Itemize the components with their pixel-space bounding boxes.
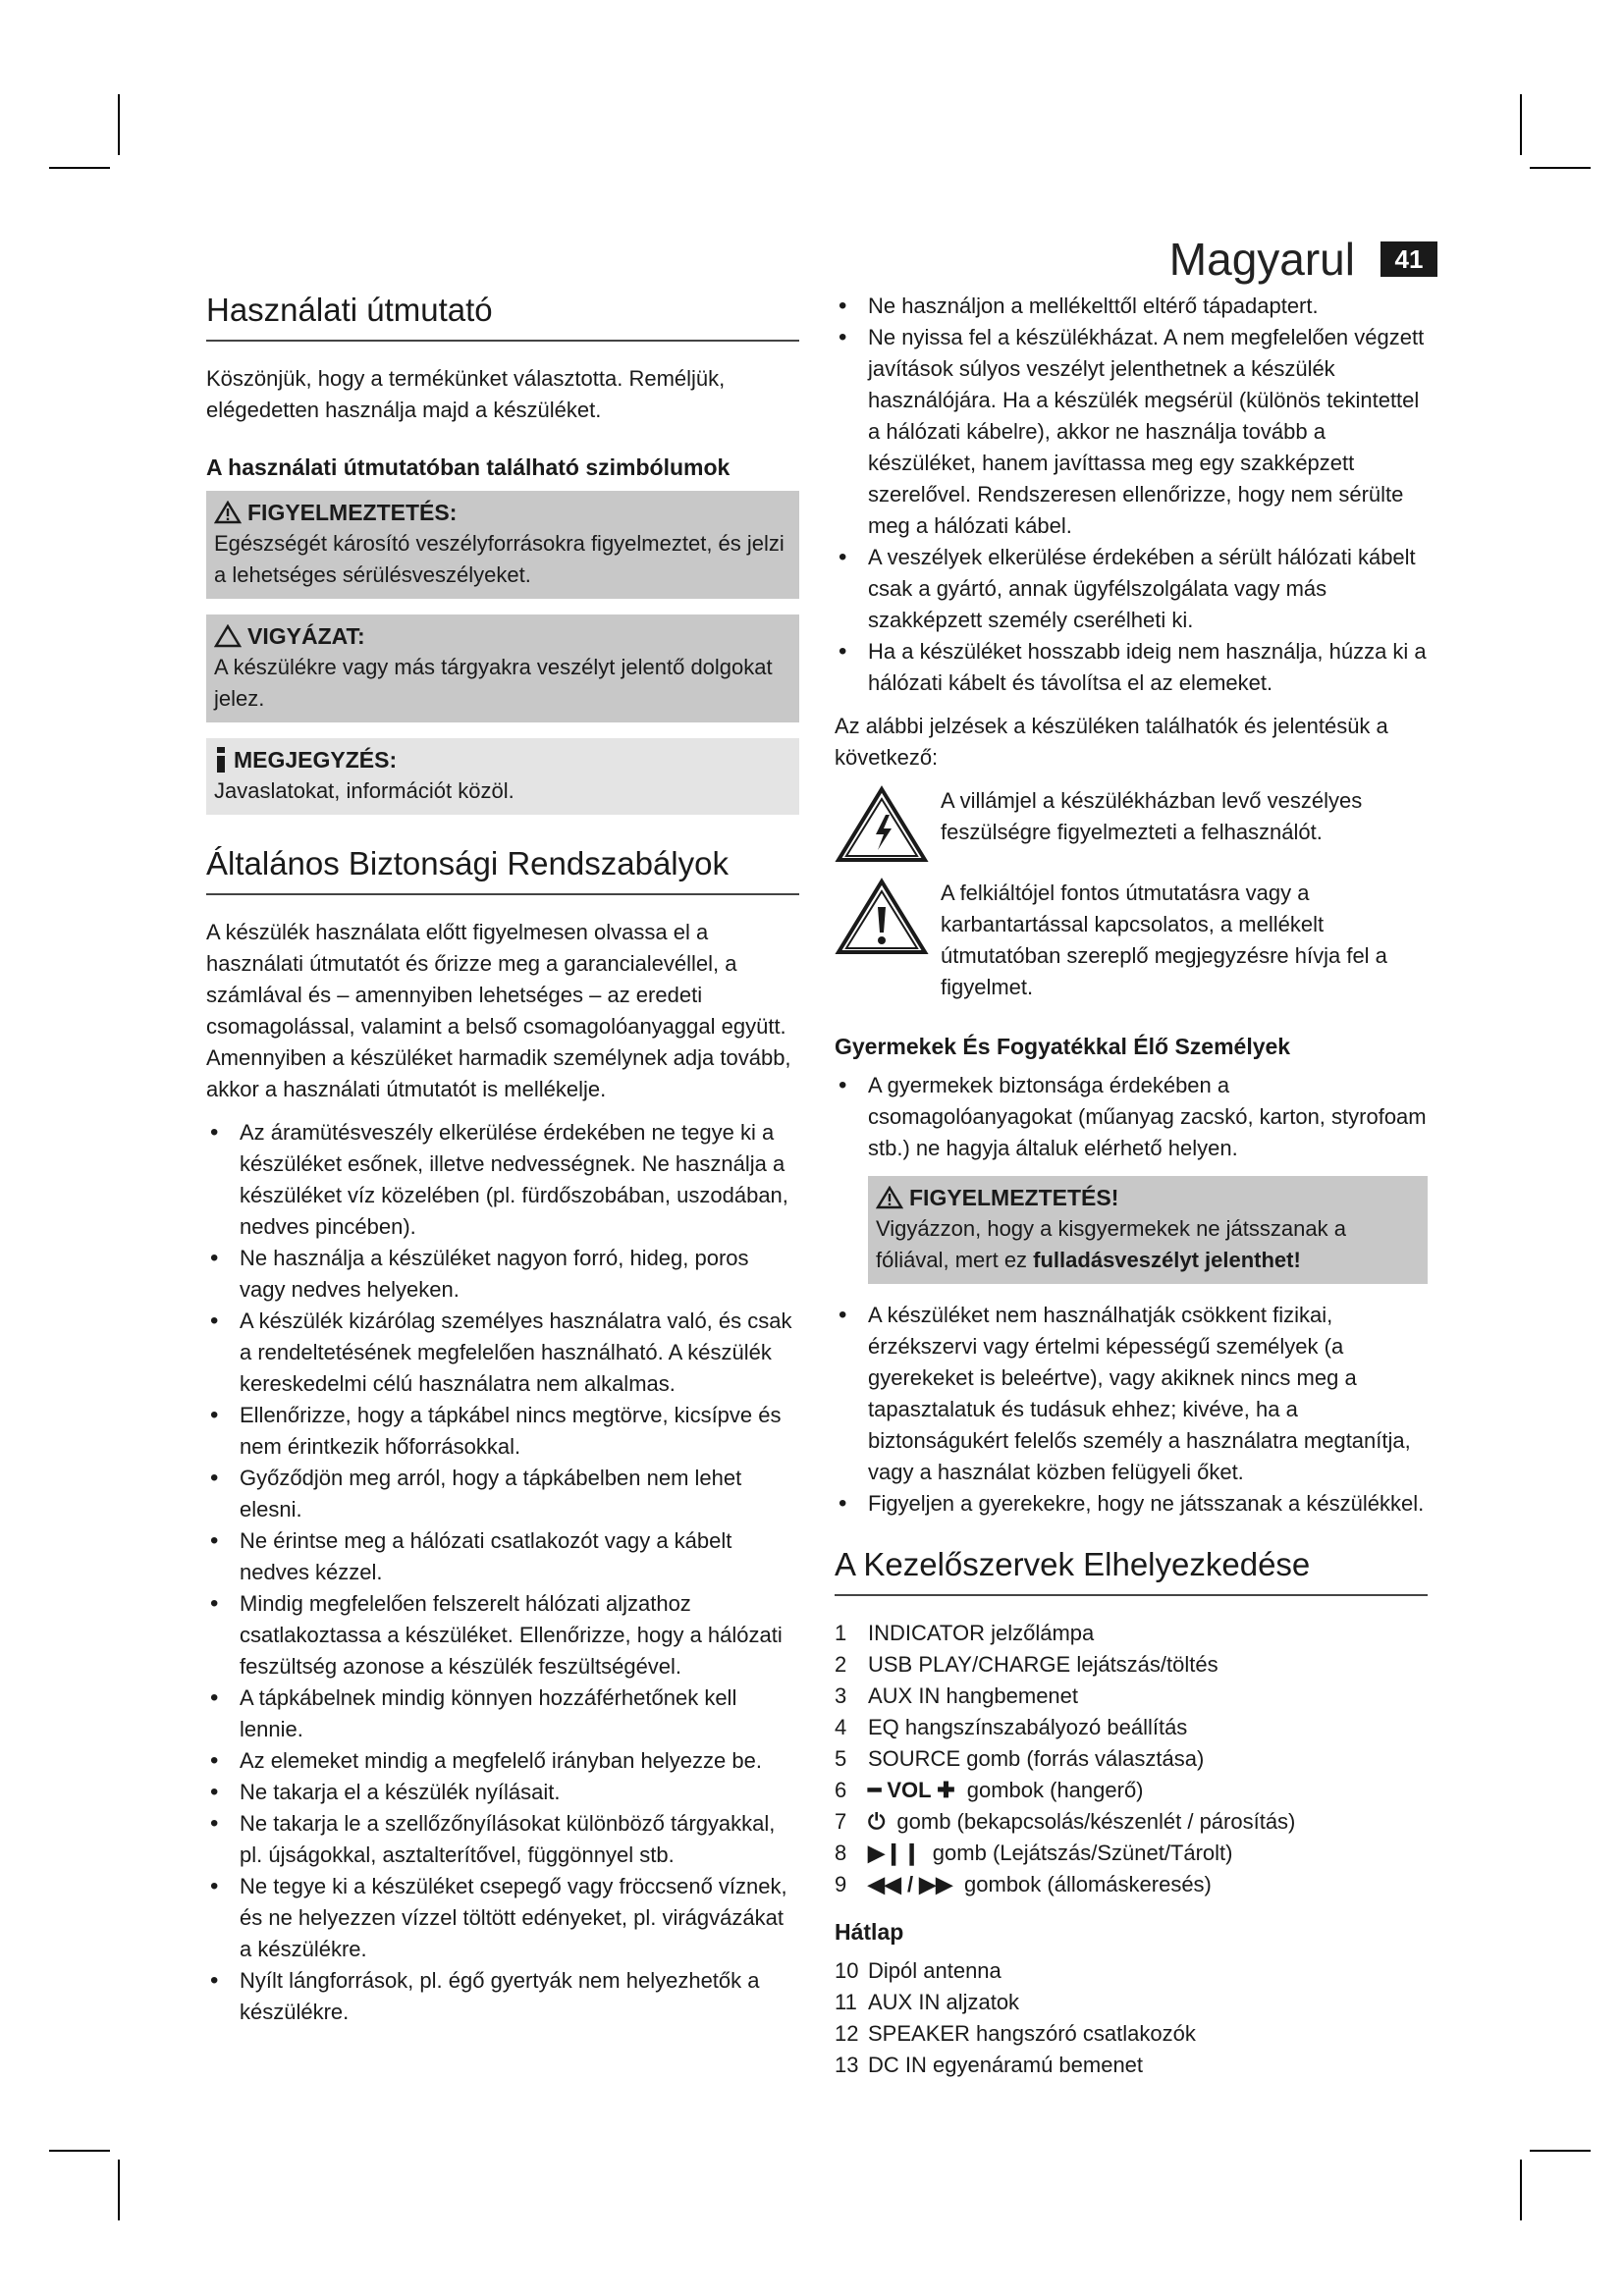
volume-icon: ━ VOL ✚ bbox=[868, 1778, 955, 1802]
list-item: 10 Dipól antenna bbox=[835, 1958, 1001, 1983]
symbols-heading: A használati útmutatóban található szimbólumok bbox=[206, 454, 731, 480]
list-item: 12 SPEAKER hangszóró csatlakozók bbox=[835, 2021, 1196, 2046]
child-warning-bold: fulladásveszélyt jelenthet! bbox=[1033, 1248, 1301, 1272]
crop-mark bbox=[1530, 167, 1591, 169]
list-item: 4 EQ hangszínszabályozó beállítás bbox=[835, 1715, 1188, 1739]
crop-mark bbox=[118, 94, 120, 155]
list-item: • Mindig megfelelően felszerelt hálózati aljzathoz csatlakoztassa a készüléket. Ellenőrizze, hogy a hálózati feszültség azonose a készülék feszültségével. bbox=[206, 1588, 799, 1682]
list-item: • Az áramütésveszély elkerülése érdekében ne tegye ki a készüléket esőnek, illetve nedvességnek. Ne használja a készüléket víz közelében (pl. fürdőszobában, uszodában, nedves pincében). bbox=[206, 1117, 799, 1243]
exclamation-sign-row bbox=[835, 878, 1428, 1003]
list-item: 3 AUX IN hangbemenet bbox=[835, 1683, 1079, 1708]
safety-list-continued bbox=[835, 291, 1428, 699]
exclamation-warning-icon bbox=[835, 878, 929, 956]
list-item: 13 DC IN egyenáramú bemenet bbox=[835, 2053, 1144, 2077]
child-warning-box bbox=[868, 1176, 1428, 1284]
back-panel-list bbox=[835, 1955, 1428, 2081]
language-label: Magyarul bbox=[1168, 234, 1355, 285]
left-column bbox=[206, 291, 799, 2040]
crop-mark bbox=[49, 167, 110, 169]
note-title: MEGJEGYZÉS: bbox=[234, 747, 398, 773]
warning-box bbox=[206, 491, 799, 599]
controls-list bbox=[835, 1618, 1428, 1900]
exclamation-sign-text: A felkiáltójel fontos útmutatásra vagy a karbantartással kapcsolatos, a mellékelt útmutatóban szereplő megjegyzésre hívja fel a figyelmet. bbox=[941, 881, 1387, 999]
list-item: • A készülék kizárólag személyes használatra való, és csak a rendeltetésének megfelelően használható. A készülék kereskedelmi célú használatra nem alkalmas. bbox=[206, 1306, 799, 1400]
safety-list bbox=[206, 1117, 799, 2028]
child-warning-title: FIGYELMEZTETÉS! bbox=[909, 1185, 1119, 1210]
lightning-sign-text: A villámjel a készülékházban levő veszélyes feszülségre figyelmezteti a felhasználót. bbox=[941, 788, 1363, 844]
list-item: • Ne tegye ki a készüléket csepegő vagy fröccsenő víznek, és ne helyezzen vízzel töltött edényeket, pl. virágvázákat a készülékre. bbox=[206, 1871, 799, 1965]
lightning-warning-icon bbox=[835, 785, 929, 864]
signs-intro: Az alábbi jelzések a készüléken találhatók és jelentésük a következő: bbox=[835, 714, 1388, 770]
page-header bbox=[1169, 232, 1437, 287]
list-item: • Ne érintse meg a hálózati csatlakozót vagy a kábelt nedves kézzel. bbox=[206, 1525, 799, 1588]
children-list-continued bbox=[835, 1300, 1428, 1520]
intro-text: Köszönjük, hogy a termékünket választotta. Reméljük, elégedetten használja majd a készüléket. bbox=[206, 366, 726, 422]
crop-mark bbox=[1520, 2160, 1522, 2220]
crop-mark bbox=[118, 2160, 120, 2220]
list-item: • Ne takarja el a készülék nyílásait. bbox=[206, 1777, 799, 1808]
list-item: • Ne használjon a mellékelttől eltérő tápadaptert. bbox=[835, 291, 1428, 322]
crop-mark bbox=[1520, 94, 1522, 155]
lightning-sign-row bbox=[835, 785, 1428, 864]
list-item: • A veszélyek elkerülése érdekében a sérült hálózati kábelt csak a gyártó, annak ügyfélszolgálata vagy más szakképzett személy cserélheti ki. bbox=[835, 542, 1428, 636]
child-warning-text: Vigyázzon, hogy a kisgyermekek ne játsszanak a fóliával, mert ez fulladásveszélyt jelenthet! bbox=[876, 1216, 1346, 1272]
list-item: 9 ◀◀ / ▶▶ gombok (állomáskeresés) bbox=[835, 1869, 1428, 1900]
list-item: • A tápkábelnek mindig könnyen hozzáférhetőnek kell lennie. bbox=[206, 1682, 799, 1745]
list-item: • Figyeljen a gyerekekre, hogy ne játsszanak a készülékkel. bbox=[835, 1488, 1428, 1520]
manual-title: Használati útmutató bbox=[206, 291, 799, 342]
list-item: • A készüléket nem használhatják csökkent fizikai, érzékszervi vagy értelmi képességű személyek (a gyerekeket is beleértve), vagy akiknek nincs meg a tapasztalatuk és tudásuk ehhez; kivéve, ha a biztonságukért felelős személy a használatra megtanítja, vagy a használat közben felügyeli őket. bbox=[835, 1300, 1428, 1488]
note-text: Javaslatokat, információt közöl. bbox=[214, 778, 514, 803]
warning-title: FIGYELMEZTETÉS: bbox=[247, 500, 458, 525]
list-item: • Ha a készüléket hosszabb ideig nem használja, húzza ki a hálózati kábelt és távolítsa el az elemeket. bbox=[835, 636, 1428, 699]
info-icon bbox=[214, 747, 228, 773]
list-item: • A gyermekek biztonsága érdekében a csomagolóanyagokat (műanyag zacskó, karton, styrofoam stb.) ne hagyja általuk elérhető helyen. bbox=[835, 1070, 1428, 1164]
list-item: • Ne takarja le a szellőzőnyílásokat különböző tárgyakkal, pl. újságokkal, asztalterítővel, függönnyel stb. bbox=[206, 1808, 799, 1871]
power-icon: ⏻ bbox=[868, 1809, 886, 1834]
right-column bbox=[835, 291, 1428, 2097]
back-panel-heading: Hátlap bbox=[835, 1919, 904, 1945]
safety-title: Általános Biztonsági Rendszabályok bbox=[206, 844, 799, 895]
caution-title: VIGYÁZAT: bbox=[247, 623, 365, 649]
list-item: • Ne nyissa fel a készülékházat. A nem megfelelően végzett javítások súlyos veszélyt jelenthetnek a készülék használójára. Ha a készülék megsérül (különös tekintettel a hálózati kábelre), akkor ne használja tovább a készüléket, hanem javíttassa meg egy szakképzett szerelővel. Rendszeresen ellenőrizze, hogy nem sérülte meg a hálózati kábel. bbox=[835, 322, 1428, 542]
caution-text: A készülékre vagy más tárgyakra veszélyt jelentő dolgokat jelez. bbox=[214, 655, 773, 711]
list-item: 11 AUX IN aljzatok bbox=[835, 1990, 1020, 2014]
list-item: 7 ⏻ gomb (bekapcsolás/készenlét / párosítás) bbox=[835, 1806, 1428, 1838]
safety-intro: A készülék használata előtt figyelmesen olvassa el a használati útmutatót és őrizze meg a garancialevéllel, a számlával és – amennyiben lehetséges – az eredeti csomagolással, valamint a belső csomagolóanyaggal együtt. Amennyiben a készüléket harmadik személynek adja tovább, akkor a használati útmutatót is mellékelje. bbox=[206, 920, 791, 1101]
warning-text: Egészségét károsító veszélyforrásokra figyelmeztet, és jelzi a lehetséges sérülésveszélyeket. bbox=[214, 531, 785, 587]
list-item: 1 INDICATOR jelzőlámpa bbox=[835, 1621, 1095, 1645]
list-item: • Ellenőrizze, hogy a tápkábel nincs megtörve, kicsípve és nem érintkezik hőforrásokkal. bbox=[206, 1400, 799, 1463]
list-item: 5 SOURCE gomb (forrás választása) bbox=[835, 1746, 1205, 1771]
crop-mark bbox=[1530, 2150, 1591, 2152]
list-item: • Győződjön meg arról, hogy a tápkábelben nem lehet elesni. bbox=[206, 1463, 799, 1525]
caution-triangle-icon bbox=[214, 624, 242, 648]
warning-triangle-icon bbox=[876, 1186, 903, 1209]
children-list bbox=[835, 1070, 1428, 1164]
crop-mark bbox=[49, 2150, 110, 2152]
list-item: • Az elemeket mindig a megfelelő irányban helyezze be. bbox=[206, 1745, 799, 1777]
note-box bbox=[206, 738, 799, 815]
list-item: • Ne használja a készüléket nagyon forró, hideg, poros vagy nedves helyeken. bbox=[206, 1243, 799, 1306]
controls-title: A Kezelőszervek Elhelyezkedése bbox=[835, 1545, 1428, 1596]
children-heading: Gyermekek És Fogyatékkal Élő Személyek bbox=[835, 1034, 1291, 1059]
caution-box bbox=[206, 614, 799, 722]
list-item: 2 USB PLAY/CHARGE lejátszás/töltés bbox=[835, 1652, 1218, 1677]
list-item: 8 ▶❙❙ gomb (Lejátszás/Szünet/Tárolt) bbox=[835, 1838, 1428, 1869]
list-item: • Nyílt lángforrások, pl. égő gyertyák nem helyezhetők a készülékre. bbox=[206, 1965, 799, 2028]
skip-icon: ◀◀ / ▶▶ bbox=[868, 1872, 953, 1896]
page-number: 41 bbox=[1380, 241, 1437, 277]
warning-triangle-icon bbox=[214, 501, 242, 524]
play-pause-icon: ▶❙❙ bbox=[868, 1841, 921, 1865]
list-item: 6 ━ VOL ✚ gombok (hangerő) bbox=[835, 1775, 1428, 1806]
